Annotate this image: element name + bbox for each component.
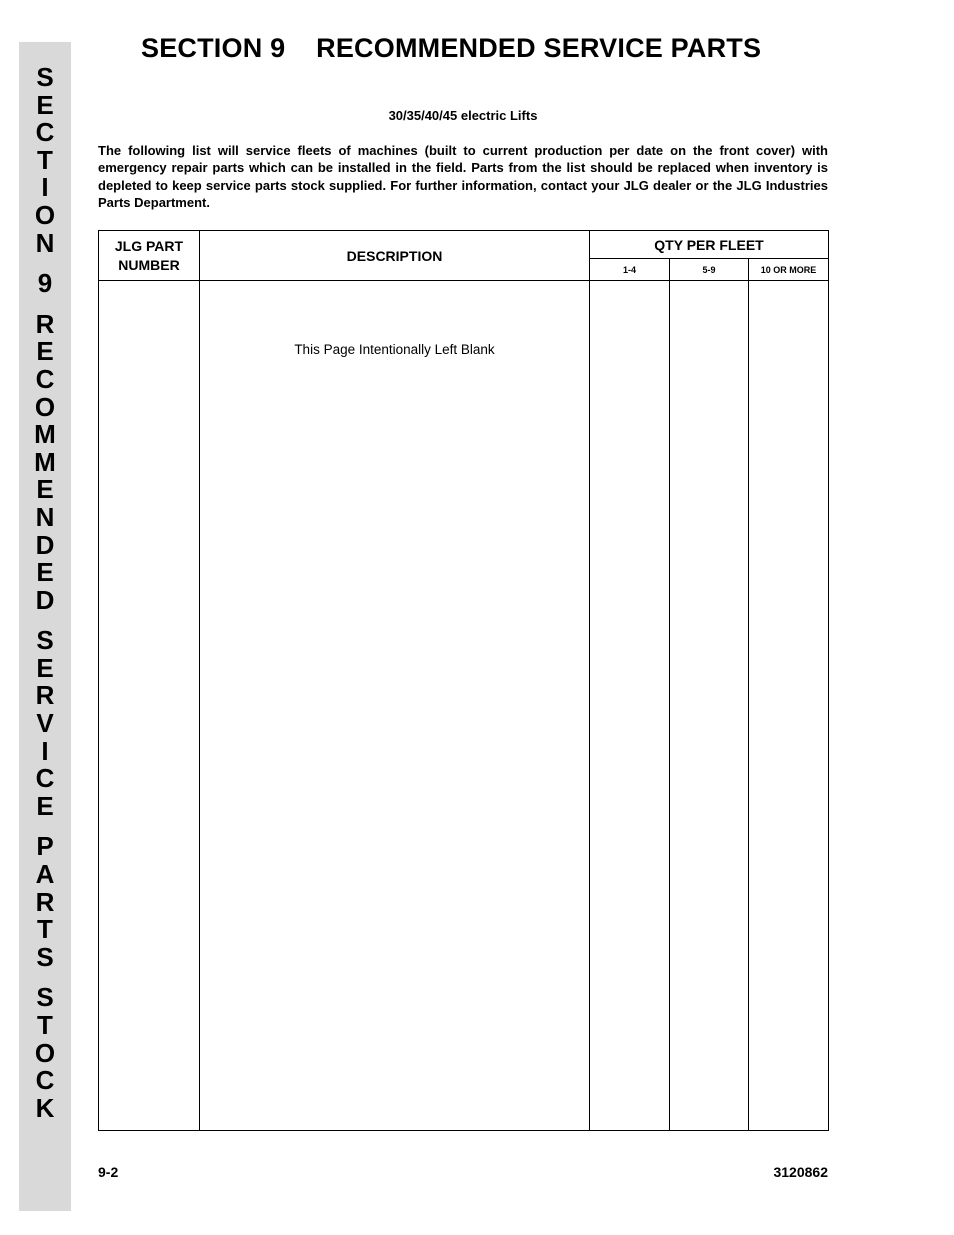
qty-column-5-9: 5-9	[670, 259, 749, 281]
blank-page-note: This Page Intentionally Left Blank	[294, 342, 495, 357]
section-tab-word: P A R T S	[35, 831, 55, 972]
qty-per-fleet-header: QTY PER FLEET	[590, 231, 829, 259]
page-title: SECTION 9 RECOMMENDED SERVICE PARTS	[141, 33, 762, 63]
section-tab-word: S E R V I C E	[35, 625, 55, 821]
qty-column-1-4: 1-4	[590, 259, 670, 281]
qty-cell-1-4	[590, 281, 670, 1131]
qty-cell-5-9	[670, 281, 749, 1131]
description-header: DESCRIPTION	[200, 231, 590, 281]
section-tab-word: R E C O M M E N D E D	[34, 308, 56, 615]
section-tab-word: 9	[37, 268, 53, 299]
section-tab-word: S E C T I O N	[34, 62, 56, 258]
section-tab-label	[19, 64, 71, 1122]
intro-paragraph: The following list will service fleets of machines (built to current production per date on the front cover) with emergency repair parts which can be installed in the field. Parts from the list should be replaced when inventory is depleted to keep service parts stock supplied. For further information, contact your JLG dealer or the JLG Industries Parts Department.	[98, 143, 828, 211]
part-number-cell	[99, 281, 200, 1131]
document-number: 3120862	[773, 1164, 828, 1180]
service-parts-table	[98, 230, 829, 1131]
part-number-header: JLG PART NUMBER	[99, 231, 200, 281]
qty-cell-10-or-more	[749, 281, 829, 1131]
page-subtitle: 30/35/40/45 electric Lifts	[388, 108, 538, 123]
description-cell	[200, 281, 590, 1131]
page-number: 9-2	[98, 1164, 119, 1180]
section-tab-word: S T O C K	[34, 982, 56, 1123]
table-row	[99, 281, 829, 1131]
qty-column-10-or-more: 10 OR MORE	[749, 259, 829, 281]
section-tab	[19, 42, 71, 1211]
